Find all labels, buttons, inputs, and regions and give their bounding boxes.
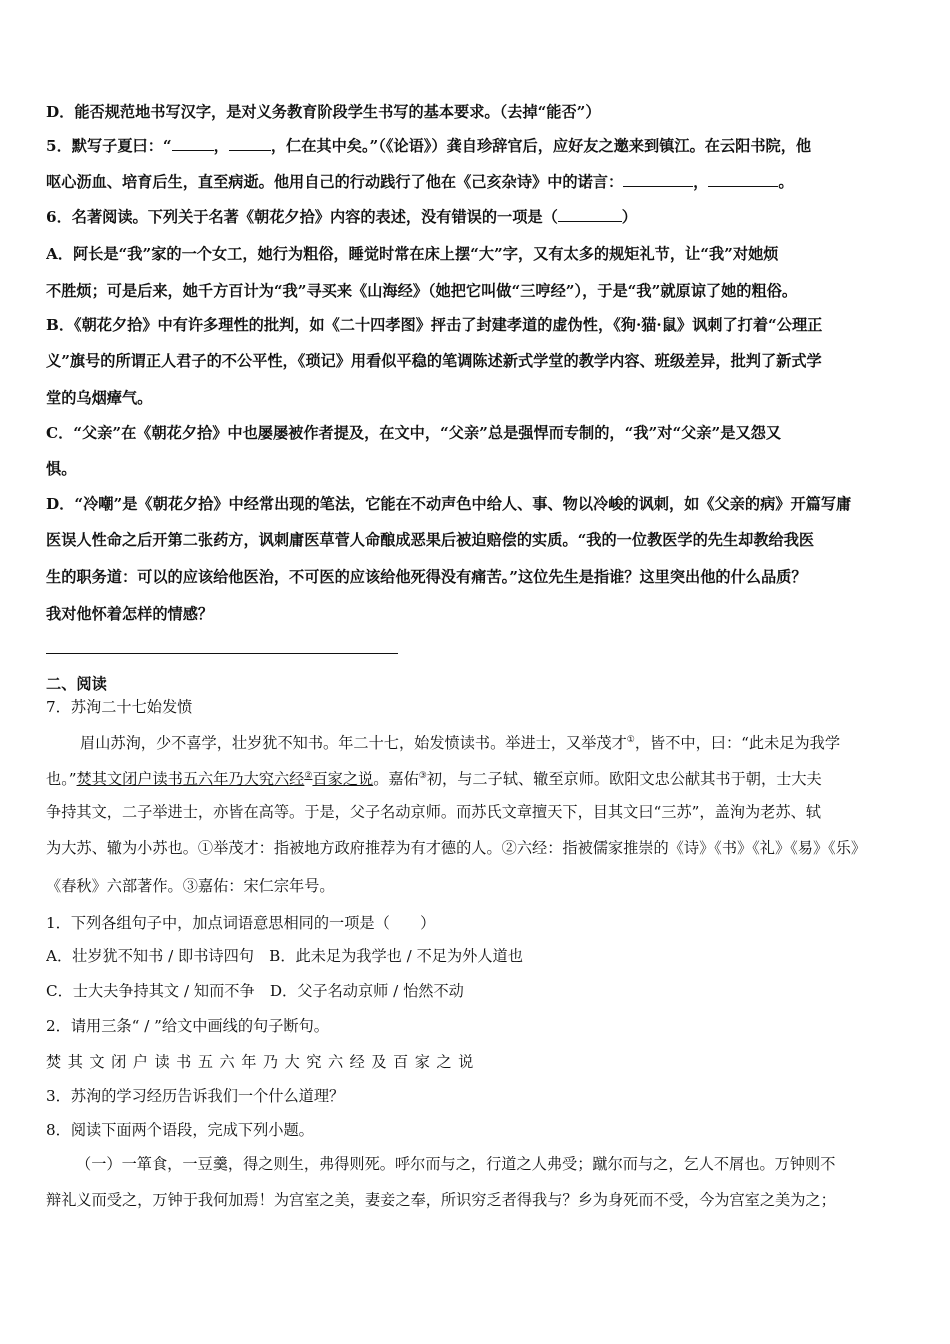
q7-passage-line3: 争持其文，二子举进士，亦皆在高等。于是，父子名动京师。而苏氏文章擅天下，目其文曰“三苏”，盖洵为老苏、轼 <box>46 803 821 821</box>
q5-blank-1[interactable] <box>172 136 214 151</box>
q6-option-a-line1: A．阿长是“我”家的一个女工，她行为粗俗，睡觉时常在床上摆“大”字，又有太多的规矩礼节，让“我”对她烦 <box>46 245 779 263</box>
q6-option-b-line2: 义”旗号的所谓正人君子的不公平性，《琐记》用看似平稳的笔调陈述新式学堂的教学内容、班级差异，批判了新式学 <box>46 352 822 370</box>
q5-sep2: ， <box>693 173 709 191</box>
q7-passage-line1 <box>46 728 908 755</box>
q6-option-d-line1: D．“冷嘲”是《朝花夕拾》中经常出现的笔法，它能在不动声色中给人、事、物以冷峻的讽刺，如《父亲的病》开篇写庸 <box>46 495 852 513</box>
q5-mid: ，仁在其中矣。”（《论语》）龚自珍辞官后，应好友之邀来到镇江。在云阳书院，他 <box>270 137 812 155</box>
q6-option-d-line3: 生的职务道：可以的应该给他医治，不可医的应该给他死得没有痛苦。”这位先生是指谁？这里突出他的什么品质？ <box>46 568 807 586</box>
q7-title: 7．苏洵二十七始发愤 <box>46 698 193 716</box>
q6-option-c-line1: C．“父亲”在《朝花夕拾》中也屡屡被作者提及，在文中，“父亲”总是强悍而专制的，“我”对“父亲”是又怨又 <box>46 424 782 442</box>
q7-sub1-options-cd: C．士大夫争持其文 / 知而不争 D．父子名动京师 / 怡然不动 <box>46 982 464 1000</box>
footnote-mark-3: ③ <box>418 771 427 781</box>
q6-option-b-line1: B．《朝花夕拾》中有许多理性的批判，如《二十四孝图》抨击了封建孝道的虚伪性，《狗·猫·鼠》讽刺了打着“公理正 <box>46 316 823 334</box>
footnote-mark-2: ② <box>304 771 313 781</box>
q5-blank-3[interactable] <box>623 172 693 187</box>
q7-passage-line2 <box>46 764 908 791</box>
q6-stem <box>46 205 908 229</box>
footnote-mark-1: ① <box>626 735 635 745</box>
section-2-title: 二、阅读 <box>46 675 107 693</box>
q5-end: 。 <box>778 173 794 191</box>
q4-option-d: D．能否规范地书写汉字，是对义务教育阶段学生书写的基本要求。（去掉“能否”） <box>46 103 601 121</box>
q5-line2-text: 呕心沥血、培育后生，直至病逝。他用自己的行动践行了他在《己亥杂诗》中的诺言： <box>46 173 624 191</box>
q8-title: 8．阅读下面两个语段，完成下列小题。 <box>46 1121 314 1139</box>
q6-option-d-line2: 医误人性命之后开第二张药方，讽刺庸医草菅人命酿成恶果后被迫赔偿的实质。“我的一位教医学的先生却教给我医 <box>46 531 815 549</box>
q6-option-d-line4: 我对他怀着怎样的情感？ <box>46 605 214 623</box>
q6-stem-text: 6．名著阅读。下列关于名著《朝花夕拾》内容的表述，没有错误的一项是（ <box>46 208 558 226</box>
q6-option-a-line2: 不胜烦；可是后来，她千方百计为“我”寻买来《山海经》（她把它叫做“三哼经”），于是“我”就原谅了她的粗俗。 <box>46 282 798 300</box>
q7-underlined-sentence-a: 焚其文闭户读书五六年乃大究六经 <box>76 770 305 788</box>
q6-option-c-line2: 惧。 <box>46 460 77 478</box>
q7-p2-tail: 初，与二子轼、辙至京师。欧阳文忠公献其书于朝，士大夫 <box>426 770 822 788</box>
q7-p1-tail: ，皆不中，曰：“此未足为我学 <box>634 734 841 752</box>
q6-option-b-line3: 堂的乌烟瘴气。 <box>46 389 153 407</box>
q8-passage-line2: 辩礼义而受之，万钟于我何加焉！为宫室之美，妻妾之奉，所识穷乏者得我与？乡为身死而不受，今为宫室之美为之； <box>46 1191 836 1209</box>
answer-line[interactable] <box>46 653 398 654</box>
q7-underlined-sentence-b: 百家之说 <box>312 770 374 788</box>
q5-prefix: 5．默写子夏曰：“ <box>46 137 172 155</box>
q5-blank-4[interactable] <box>708 172 778 187</box>
q7-p2-head: 也。” <box>46 770 77 788</box>
q7-p2-mid: 。嘉佑 <box>373 770 419 788</box>
q7-sub3-stem: 3．苏洵的学习经历告诉我们一个什么道理？ <box>46 1087 345 1105</box>
q7-p1-text: 眉山苏洵，少不喜学，壮岁犹不知书。年二十七，始发愤读书。举进士，又举茂才 <box>80 734 627 752</box>
q6-answer-blank[interactable] <box>558 207 622 222</box>
q8-p1-text: （一）一箪食，一豆羹，得之则生，弗得则死。呼尔而与之，行道之人弗受；蹴尔而与之，乞人不屑也。万钟则不 <box>76 1155 836 1173</box>
q5-line2 <box>46 170 908 194</box>
q5-blank-2[interactable] <box>229 136 271 151</box>
q8-passage-line1 <box>46 1152 908 1176</box>
q7-sub1-stem: 1．下列各组句子中，加点词语意思相同的一项是（ ） <box>46 914 436 932</box>
q7-sub1-options-ab: A．壮岁犹不知书 / 即书诗四句 B．此未足为我学也 / 不足为外人道也 <box>46 947 523 965</box>
q7-sub2-sentence: 焚其文闭户读书五六年乃大究六经及百家之说 <box>46 1053 480 1071</box>
q7-passage-line5: 《春秋》六部著作。③嘉佑：宋仁宗年号。 <box>46 877 335 895</box>
q7-passage-line4: 为大苏、辙为小苏也。①举茂才：指被地方政府推荐为有才德的人。②六经：指被儒家推崇的《诗》《书》《礼》《易》《乐》 <box>46 839 867 857</box>
q5-line1 <box>46 134 908 158</box>
q5-sep1: ， <box>213 137 229 155</box>
q7-sub2-stem: 2．请用三条“ / ”给文中画线的句子断句。 <box>46 1017 329 1035</box>
q6-stem-close: ） <box>621 208 637 226</box>
